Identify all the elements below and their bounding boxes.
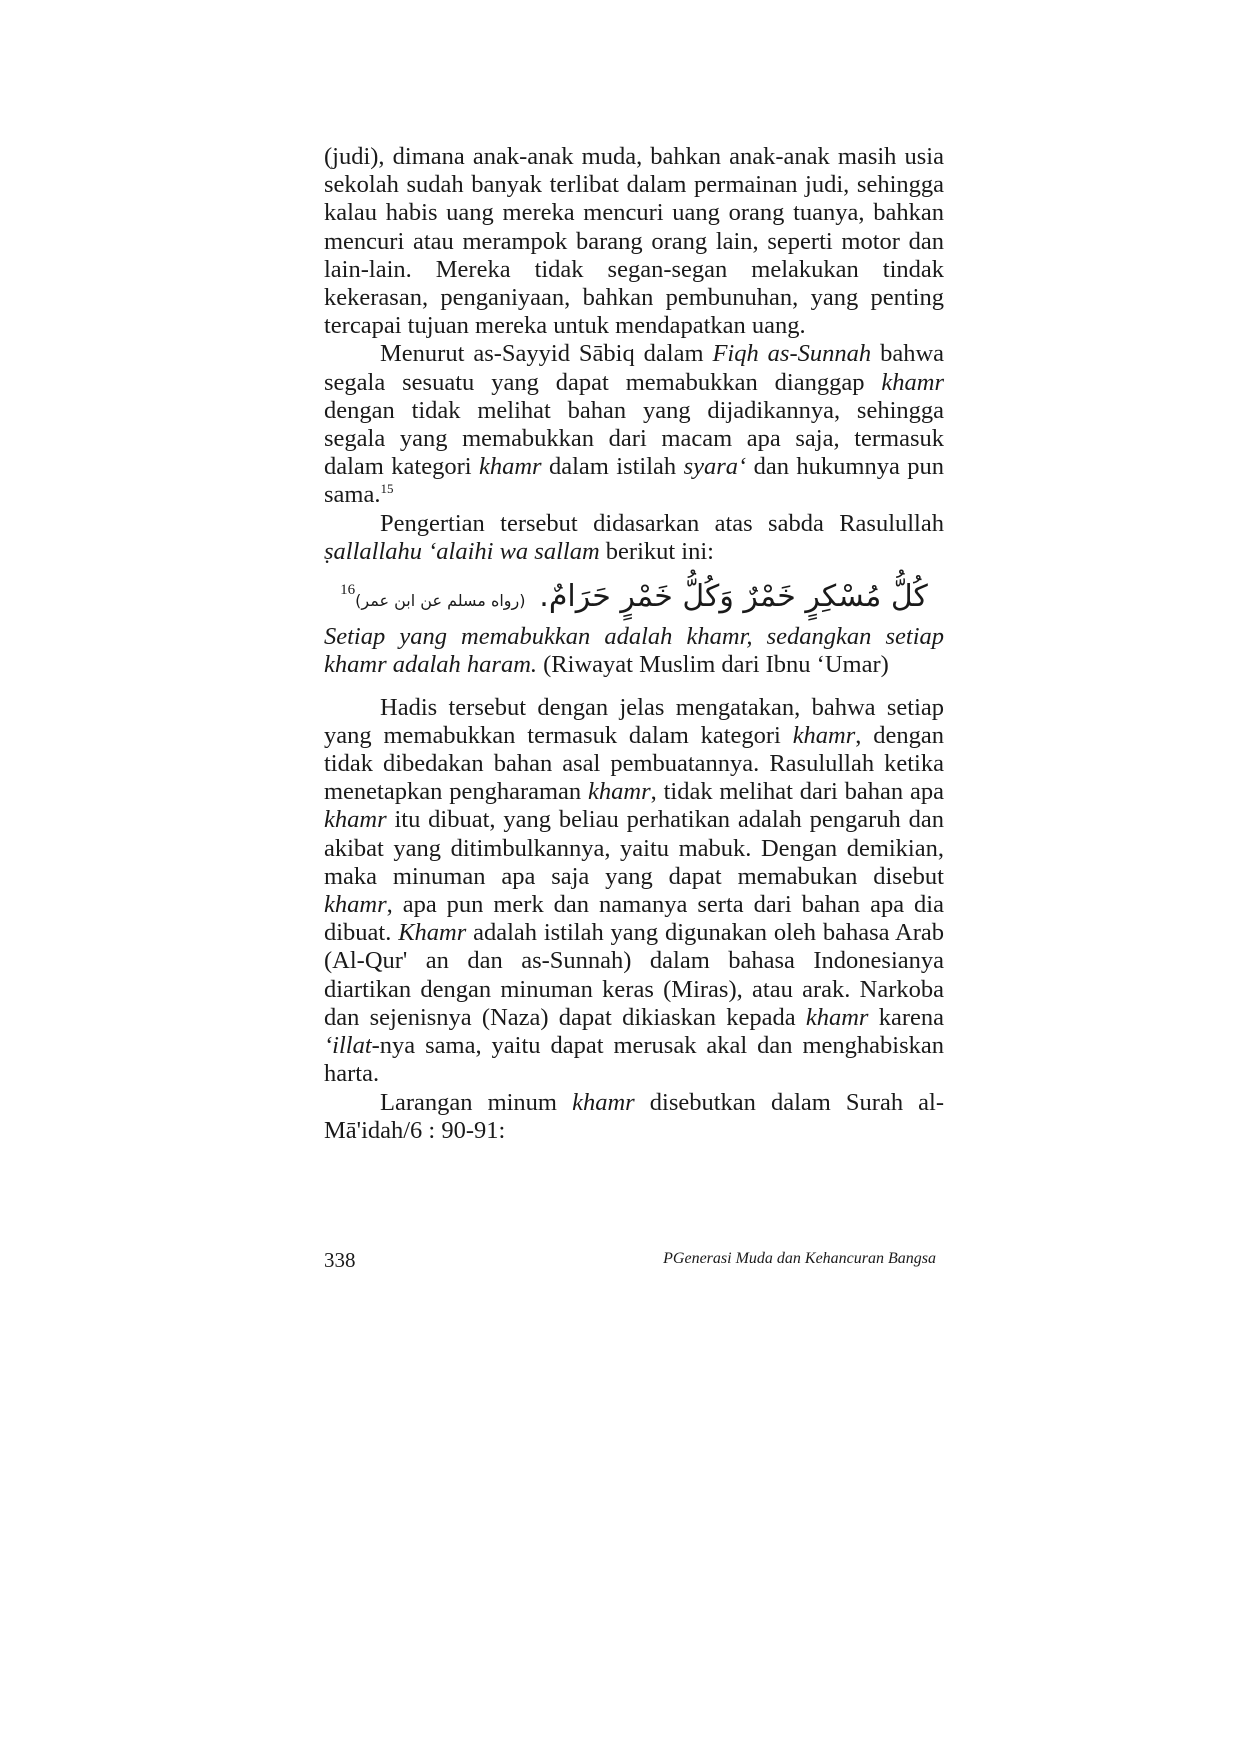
translation-italic: Setiap yang memabukkan adalah khamr, sedangkan setiap khamr adalah haram.: [324, 623, 944, 679]
text-run: Menurut as-Sayyid Sābiq dalam: [380, 340, 713, 368]
hadith-translation: [324, 623, 944, 679]
italic-term: Fiqh as-Sunnah: [712, 340, 872, 368]
text-run: -nya sama, yaitu dapat merusak akal dan menghabiskan harta.: [324, 1032, 944, 1088]
italic-term: khamr: [881, 368, 944, 396]
italic-term: syara‘: [683, 453, 747, 481]
text-run: Pengertian tersebut didasarkan atas sabda Rasulullah: [380, 509, 944, 537]
paragraph-4: [324, 694, 944, 1089]
italic-term: khamr: [792, 721, 856, 749]
italic-term: khamr: [805, 1003, 869, 1031]
hadith-arabic-text: كُلُّ مُسْكِرٍ خَمْرٌ وَكُلُّ خَمْرٍ حَرَامٌ.: [539, 579, 928, 615]
paragraph-5: [324, 1089, 944, 1145]
italic-term: ‘illat: [324, 1032, 372, 1060]
paragraph-2: [324, 340, 944, 509]
text-run: karena: [868, 1003, 944, 1031]
italic-term: ṣallallahu ‘alaihi wa sallam: [324, 537, 600, 565]
text-run: , tidak melihat dari bahan apa: [650, 778, 944, 806]
body-text: [324, 143, 944, 1145]
italic-term: khamr: [572, 1088, 635, 1116]
paragraph-1: [324, 143, 944, 340]
italic-term: khamr: [324, 891, 387, 919]
text-run: berikut ini:: [599, 537, 714, 565]
footnote-ref-16[interactable]: 16: [340, 582, 356, 599]
running-title: PGenerasi Muda dan Kehancuran Bangsa: [663, 1250, 936, 1267]
text-run: dengan tidak melihat bahan yang dijadikannya, sehingga segala yang memabukkan dari macam apa saja, termasuk dalam kategori: [324, 396, 944, 481]
text-run: , dengan tidak dibedakan bahan asal pembuatannya. Rasulullah ketika menetapkan pengharaman: [324, 721, 944, 806]
text-run: itu dibuat, yang beliau perhatikan adalah pengaruh dan akibat yang ditimbulkannya, yaitu mabuk. Dengan demikian, maka minuman apa saja yang dapat memabukan disebut: [324, 806, 944, 890]
text-run: dan hukumnya pun sama.: [324, 453, 944, 509]
paragraph-1-text: (judi), dimana anak-anak muda, bahkan anak-anak masih usia sekolah sudah banyak terlibat dalam permainan judi, sehingga kalau habis uang mereka mencuri uang orang tuanya, bahkan mencuri atau merampok barang orang lain, seperti motor dan lain-lain. Mereka tidak segan-segan melakukan tindak kekerasan, penganiyaan, bahkan pembunuhan, yang penting tercapai tujuan mereka untuk mendapatkan uang.: [324, 143, 944, 340]
italic-term: khamr: [588, 778, 651, 806]
italic-term: khamr: [324, 806, 387, 834]
paragraph-3: [324, 510, 944, 566]
text-run: dalam istilah: [541, 453, 684, 481]
text-run: , apa pun merk dan namanya serta dari bahan apa dia dibuat.: [324, 891, 944, 947]
text-run: bahwa segala sesuatu yang dapat memabukkan dianggap: [324, 340, 945, 396]
text-run: disebutkan dalam Surah al-Mā'idah/6 : 90-91:: [324, 1088, 944, 1144]
italic-term: khamr: [478, 453, 542, 481]
italic-term: Khamr: [398, 919, 467, 947]
text-run: Larangan minum: [380, 1088, 573, 1116]
text-run: adalah istilah yang digunakan oleh bahasa Arab (Al-Qur' an dan as-Sunnah) dalam bahasa Indonesianya diartikan dengan minuman keras (Miras), atau arak. Narkoba dan sejenisnya (Naza) dapat dikiaskan kepada: [324, 919, 944, 1031]
page-number: 338: [324, 1248, 356, 1272]
translation-source: (Riwayat Muslim dari Ibnu ‘Umar): [537, 651, 889, 679]
hadith-source-arabic: (رواه مسلم عن ابن عمر): [355, 591, 526, 611]
text-run: Hadis tersebut dengan jelas mengatakan, bahwa setiap yang memabukkan termasuk dalam kategori: [324, 693, 944, 749]
hadith-arabic-line: [324, 576, 944, 615]
footnote-ref-15[interactable]: 15: [380, 481, 394, 497]
